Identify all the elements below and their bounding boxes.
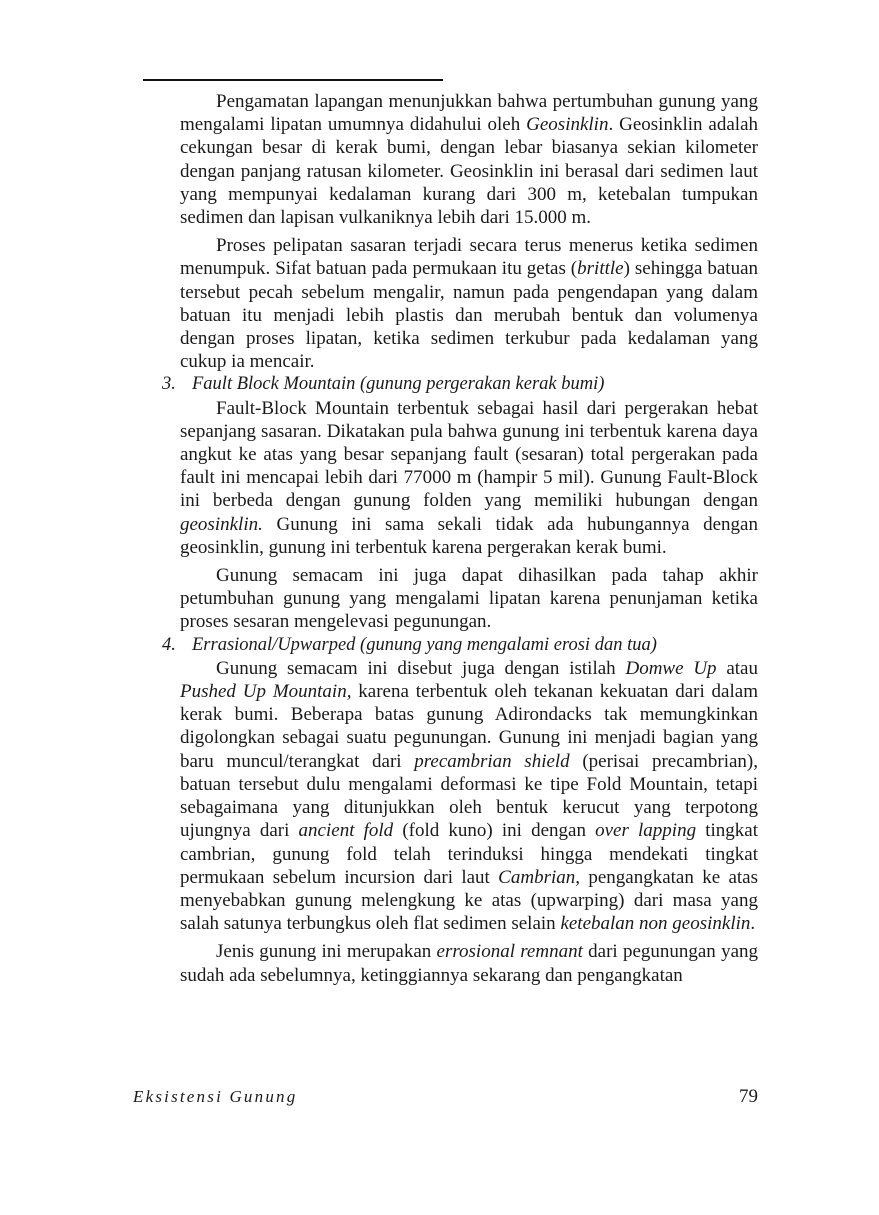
italic-term: over lapping <box>595 820 697 842</box>
text-run: Gunung semacam ini juga dapat dihasilkan pada tahap akhir petumbuhan gunung yang mengalami lipatan karena penunjaman ketika proses sesaran mengelevasi pegunungan. <box>180 565 758 633</box>
paragraph <box>180 940 758 986</box>
italic-term: ancient fold <box>298 820 394 842</box>
top-rule <box>143 79 443 81</box>
section-number: 3. <box>162 374 176 395</box>
text-run: . Geosinklin adalah cekungan besar di kerak bumi, dengan lebar biasanya sekian kilometer dengan panjang ratusan kilometer. Geosinklin ini berasal dari sedimen laut yang mempunyai kedalaman kurang dari 300 m, ketebalan tumpukan sedimen dan lapisan vulkaniknya lebih dari 15.000 m. <box>180 114 758 229</box>
section-title: Errasional/Upwarped (gunung yang mengalami erosi dan tua) <box>192 634 657 655</box>
paragraph <box>180 564 758 634</box>
italic-term: Pushed Up Mountain, <box>180 681 352 703</box>
text-run: Jenis gunung ini merupakan <box>216 941 437 963</box>
section-heading-4 <box>162 634 758 657</box>
italic-term: brittle <box>577 258 624 280</box>
text-run: Gunung semacam ini disebut juga dengan istilah <box>216 657 626 679</box>
text-run: atau <box>716 657 758 679</box>
paragraph <box>180 234 758 373</box>
text-run: Fault-Block Mountain terbentuk sebagai hasil dari pergerakan hebat sepanjang sasaran. Dikatakan pula bahwa gunung ini terbentuk karena daya angkut ke atas yang besar sepanjang fault (sesaran) total pergerakan pada fault ini mencapai lebih dari 77000 m (hampir 5 mil). Gunung Fault-Block ini berbeda dengan gunung folden yang memiliki hubungan dengan <box>180 397 758 512</box>
text-run: dari pegunungan yang sudah ada sebelumnya, ketinggiannya sekarang dan pengangkatan <box>180 941 758 986</box>
section-number: 4. <box>162 634 176 655</box>
text-run: Pengamatan lapangan menunjukkan bahwa pertumbuhan gunung yang mengalami lipatan umumnya didahului oleh <box>180 91 758 136</box>
page-number: 79 <box>739 1086 758 1107</box>
section-title: Fault Block Mountain (gunung pergerakan kerak bumi) <box>192 374 605 395</box>
italic-term: errosional remnant <box>436 941 583 963</box>
text-run: . <box>750 913 756 935</box>
paragraph <box>180 397 758 559</box>
text-run: ) sehingga batuan tersebut pecah sebelum mengalir, namun pada pengendapan yang dalam batuan itu menjadi lebih plastis dan merubah bentuk dan volumenya dengan proses lipatan, ketika sedimen terkubur pada kedalaman yang cukup ia mencair. <box>180 258 759 373</box>
italic-term: Geosinklin <box>526 114 609 136</box>
paragraph <box>180 657 758 935</box>
text-run: (fold kuno) ini dengan <box>393 820 596 842</box>
italic-term: geosinklin. <box>180 513 263 535</box>
running-footer-title: Eksistensi Gunung <box>133 1087 298 1106</box>
text-run: (perisai precambrian), batuan tersebut dulu mengalami deformasi ke tipe Fold Mountain, tetapi sebagaimana yang ditunjukkan oleh bentuk kerucut yang terpotong ujungnya dari <box>180 750 758 842</box>
italic-term: Cambrian, <box>498 866 580 888</box>
section-heading-3 <box>162 373 758 396</box>
text-run: karena terbentuk oleh tekanan kekuatan dari dalam kerak bumi. Beberapa batas gunung Adirondacks tak memungkinkan digolongkan sebagai suatu pegunungan. Gunung ini menjadi bagian yang baru muncul/terangkat dari <box>180 681 758 772</box>
paragraph <box>180 90 758 229</box>
text-run: tingkat cambrian, gunung fold telah terinduksi hingga mendekati tingkat permukaan sebelum incursion dari laut <box>180 820 758 888</box>
text-run: Proses pelipatan sasaran terjadi secara terus menerus ketika sedimen menumpuk. Sifat batuan pada permukaan itu getas ( <box>180 235 758 280</box>
text-run: pengangkatan ke atas menyebabkan gunung melengkung ke atas (upwarping) dari masa yang salah satunya terbungkus oleh flat sedimen selain <box>180 866 759 935</box>
italic-term: Domwe Up <box>625 657 717 679</box>
page-body <box>162 90 759 987</box>
italic-term: ketebalan non geosinklin <box>560 913 751 935</box>
text-run: Gunung ini sama sekali tidak ada hubungannya dengan geosinklin, gunung ini terbentuk karena pergerakan kerak bumi. <box>180 513 758 558</box>
italic-term: precambrian shield <box>414 750 570 772</box>
